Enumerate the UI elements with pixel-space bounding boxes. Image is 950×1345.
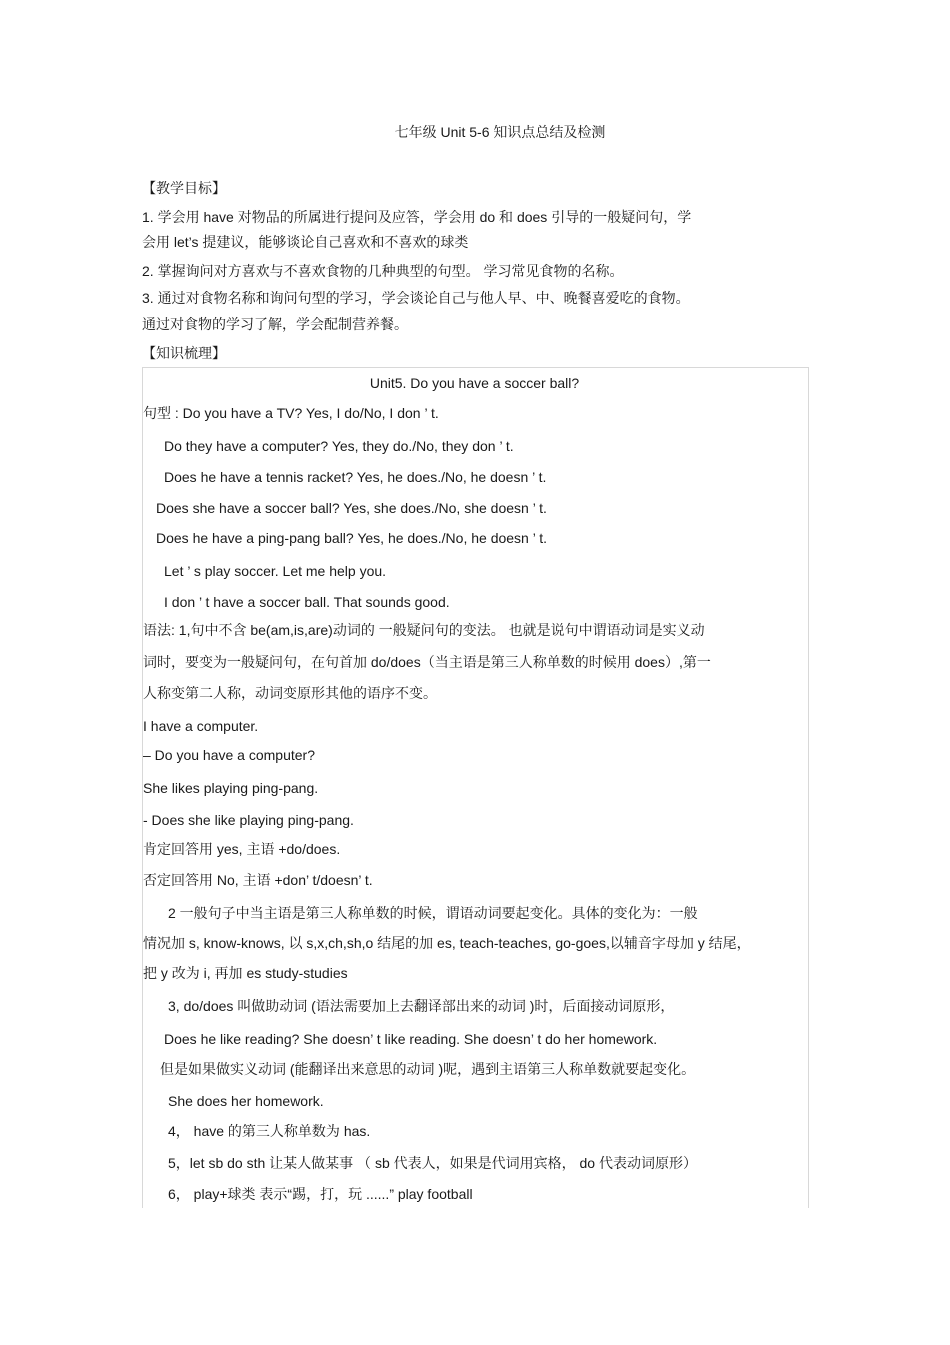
example-line: Does he like reading? She doesn’ t like reading. She doesn’ t do her homework. [164, 1031, 658, 1047]
goal-line: 3. 通过对食物名称和询问句型的学习，学会谈论自己与他人早、中、晚餐喜爱吃的食物。 [142, 290, 690, 306]
page-title: 七年级 Unit 5-6 知识点总结及检测 [394, 124, 606, 140]
goal-line: 2. 掌握询问对方喜欢与不喜欢食物的几种典型的句型。 学习常见食物的名称。 [142, 263, 624, 279]
grammar-line: 3, do/does 叫做助动词 (语法需要加上去翻译部出来的动词 )时，后面接动词原形， [168, 998, 675, 1014]
pattern-line: I don ’ t have a soccer ball. That sounds good. [164, 594, 450, 610]
grammar-line: 肯定回答用 yes, 主语 +do/does. [143, 841, 341, 857]
grammar-line: 6， play+球类 表示“踢，打，玩 ......” play football [168, 1186, 473, 1202]
grammar-line: 语法: 1,句中不含 be(am,is,are)动词的 一般疑问句的变法。 也就是说句中谓语动词是实义动 [143, 622, 705, 638]
pattern-line: Does he have a tennis racket? Yes, he does./No, he doesn ’ t. [164, 469, 547, 485]
unit5-title: Unit5. Do you have a soccer ball? [369, 375, 580, 391]
example-line: She likes playing ping-pang. [143, 780, 319, 796]
pattern-line: Let ’ s play soccer. Let me help you. [164, 563, 387, 579]
grammar-line: 5，let sb do sth 让某人做某事 （ sb 代表人，如果是代词用宾格， do 代表动词原形） [168, 1155, 697, 1171]
pattern-line: Do they have a computer? Yes, they do./No, they don ’ t. [164, 438, 514, 454]
grammar-line: 人称变第二人称，动词变原形其他的语序不变。 [143, 685, 437, 701]
goal-line: 会用 let’s 提建议，能够谈论自己喜欢和不喜欢的球类 [142, 234, 469, 250]
grammar-line: 但是如果做实义动词 (能翻译出来意思的动词 )呢，遇到主语第三人称单数就要起变化。 [160, 1061, 696, 1077]
example-line: She does her homework. [168, 1093, 324, 1109]
goal-line: 通过对食物的学习了解，学会配制营养餐。 [142, 316, 408, 332]
example-line: - Does she like playing ping-pang. [143, 812, 354, 828]
pattern-line: 句型 : Do you have a TV? Yes, I do/No, I don ’ t. [143, 405, 439, 421]
section-heading-knowledge: 【知识梳理】 [142, 345, 226, 361]
grammar-line: 否定回答用 No, 主语 +don’ t/doesn’ t. [143, 872, 373, 888]
grammar-line: 4， have 的第三人称单数为 has. [168, 1123, 371, 1139]
example-line: I have a computer. [143, 718, 259, 734]
pattern-line: Does she have a soccer ball? Yes, she does./No, she doesn ’ t. [156, 500, 547, 516]
pattern-line: Does he have a ping-pang ball? Yes, he does./No, he doesn ’ t. [156, 530, 547, 546]
goal-line: 1. 学会用 have 对物品的所属进行提问及应答，学会用 do 和 does 引导的一般疑问句，学 [142, 209, 692, 225]
example-line: – Do you have a computer? [143, 747, 315, 763]
section-heading-goals: 【教学目标】 [142, 180, 226, 196]
grammar-line: 2 一般句子中当主语是第三人称单数的时候，谓语动词要起变化。具体的变化为：一般 [168, 905, 698, 921]
grammar-line: 把 y 改为 i, 再加 es study-studies [143, 965, 348, 981]
grammar-line: 词时，要变为一般疑问句，在句首加 do/does（当主语是第三人称单数的时候用 does）,第一 [143, 654, 711, 670]
grammar-line: 情况加 s, know-knows, 以 s,x,ch,sh,o 结尾的加 es, teach-teaches, go-goes,以辅音字母加 y 结尾， [143, 935, 751, 951]
